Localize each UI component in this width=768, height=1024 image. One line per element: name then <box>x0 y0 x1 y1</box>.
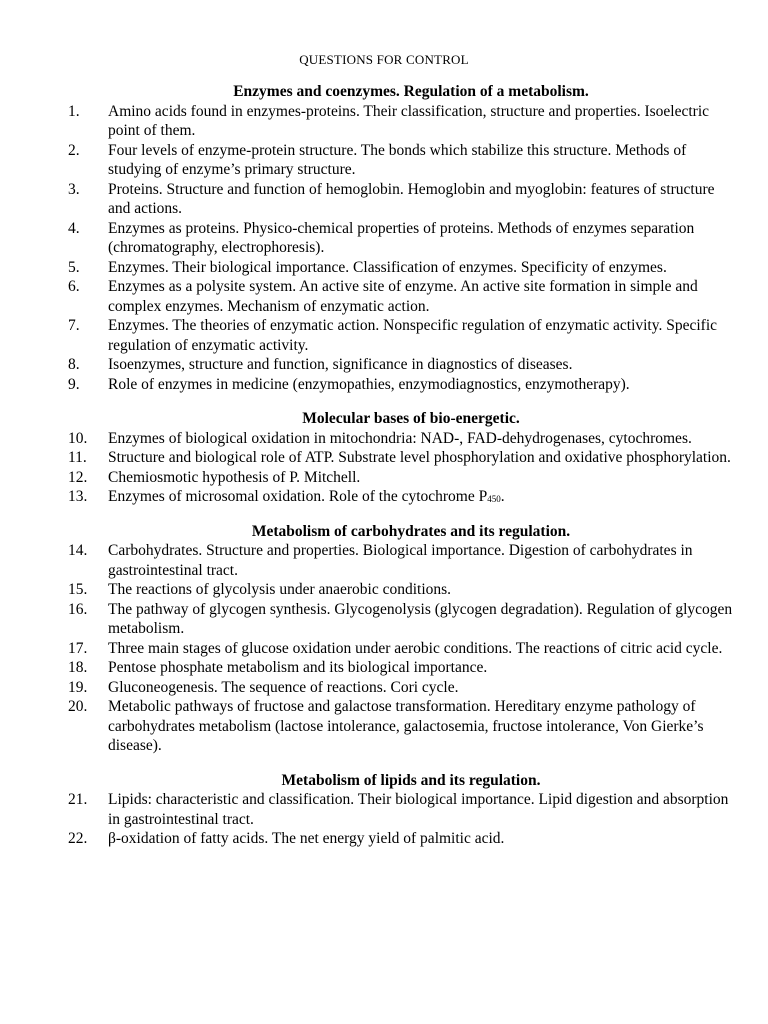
question-number: 12. <box>68 468 88 486</box>
question-number: 1. <box>68 102 80 120</box>
question-list-container <box>68 82 738 849</box>
question-number: 20. <box>68 698 88 715</box>
question-item <box>68 697 738 756</box>
question-item <box>68 429 738 449</box>
question-number: 10. <box>68 429 88 447</box>
question-text-main: Metabolic pathways of fructose and galactose transformation. Hereditary enzyme pathology of carbohydrates metabolism (lactose intolerance, galactosemia, fructose intolerance, Von Gierke’s disease). <box>108 698 704 754</box>
question-text <box>108 317 717 354</box>
question-text <box>108 698 704 754</box>
question-text <box>108 542 693 579</box>
question-text-main: Three main stages of glucose oxidation under aerobic conditions. The reactions of citric acid cycle. <box>108 639 723 657</box>
question-item <box>68 639 738 659</box>
question-text <box>108 581 451 598</box>
question-number: 13. <box>68 488 88 505</box>
question-item <box>68 219 738 258</box>
question-item <box>68 487 738 507</box>
question-text-main: Structure and biological role of ATP. Substrate level phosphorylation and oxidative phosphorylation. <box>108 449 731 466</box>
question-text-main: Enzymes of biological oxidation in mitochondria: NAD-, FAD-dehydrogenases, cytochromes. <box>108 429 692 447</box>
section-heading: Molecular bases of bio-energetic. <box>302 410 520 427</box>
question-text-main: Isoenzymes, structure and function, significance in diagnostics of diseases. <box>108 356 573 373</box>
section-heading: Metabolism of lipids and its regulation. <box>281 771 541 789</box>
question-number: 2. <box>68 141 80 159</box>
question-item <box>68 829 738 849</box>
question-item <box>68 541 738 580</box>
question-number: 14. <box>68 542 88 559</box>
page-title: QUESTIONS FOR CONTROL <box>299 52 469 67</box>
question-item <box>68 468 738 488</box>
question-text <box>108 142 686 179</box>
question-text-main: The reactions of glycolysis under anaerobic conditions. <box>108 581 452 598</box>
question-number: 6. <box>68 278 80 295</box>
question-item <box>68 790 738 829</box>
question-item <box>68 355 738 375</box>
question-number: 8. <box>68 356 80 373</box>
question-text-main: Gluconeogenesis. The sequence of reactions. Cori cycle. <box>108 678 459 696</box>
question-text-main: The pathway of glycogen synthesis. Glycogenolysis (glycogen degradation). Regulation of glycogen metabolism. <box>108 600 733 637</box>
question-number: 17. <box>68 639 88 657</box>
question-text-main: Enzymes. Their biological importance. Classification of enzymes. Specificity of enzymes. <box>108 258 667 276</box>
question-text <box>108 278 698 315</box>
question-text-main: Pentose phosphate metabolism and its biological importance. <box>108 659 488 676</box>
question-item <box>68 678 738 698</box>
question-section <box>68 82 738 394</box>
question-text <box>108 430 692 447</box>
question-text-main: Chemiosmotic hypothesis of P. Mitchell. <box>108 468 361 486</box>
question-number: 5. <box>68 258 80 276</box>
question-text <box>108 259 667 276</box>
question-number: 7. <box>68 317 80 334</box>
question-section <box>68 771 738 849</box>
section-heading: Metabolism of carbohydrates and its regulation. <box>251 522 571 540</box>
question-text-main: Enzymes of microsomal oxidation. Role of the cytochrome P <box>108 488 488 505</box>
question-text-main: Four levels of enzyme-protein structure. The bonds which stabilize this structure. Methods of studying of enzyme’s primary structure. <box>108 141 687 178</box>
question-item <box>68 375 738 395</box>
question-number: 4. <box>68 219 80 237</box>
question-text-suffix: . <box>500 488 505 505</box>
question-section <box>68 409 738 507</box>
question-list <box>68 790 738 849</box>
question-text-main: Carbohydrates. Structure and properties. Biological importance. Digestion of carbohydrates in gastrointestinal tract. <box>108 542 693 579</box>
question-text <box>108 659 487 676</box>
question-text <box>108 181 715 218</box>
question-text-main: Amino acids found in enzymes-proteins. Their classification, structure and properties. Isoelectric point of them. <box>108 102 710 139</box>
question-item <box>68 580 738 600</box>
question-text-main: Role of enzymes in medicine (enzymopathies, enzymodiagnostics, enzymotherapy). <box>108 375 630 393</box>
question-number: 9. <box>68 375 80 393</box>
question-text-main: Enzymes as proteins. Physico-chemical properties of proteins. Methods of enzymes separation (chromatography, electrophoresis). <box>108 219 695 256</box>
question-number: 16. <box>68 600 88 618</box>
question-text <box>108 601 732 638</box>
question-text-subscript: 450 <box>487 494 501 504</box>
question-number: 3. <box>68 180 80 198</box>
question-text <box>108 488 505 505</box>
question-text <box>108 791 728 828</box>
question-section <box>68 522 738 756</box>
question-number: 19. <box>68 678 88 696</box>
question-number: 11. <box>68 449 87 466</box>
question-text <box>108 356 572 373</box>
question-number: 21. <box>68 791 88 808</box>
question-number: 22. <box>68 830 88 847</box>
question-list <box>68 102 738 395</box>
question-text-main: Lipids: characteristic and classification. Their biological importance. Lipid digestion and absorption in gastrointestinal tract. <box>108 791 729 828</box>
question-text-main: Proteins. Structure and function of hemoglobin. Hemoglobin and myoglobin: features of structure and actions. <box>108 180 715 217</box>
question-number: 15. <box>68 581 88 598</box>
question-item <box>68 658 738 678</box>
question-text <box>108 640 722 657</box>
question-item <box>68 316 738 355</box>
question-list <box>68 429 738 507</box>
question-text <box>108 449 731 466</box>
question-text <box>108 376 630 393</box>
question-number: 18. <box>68 659 88 676</box>
question-text <box>108 469 360 486</box>
question-text <box>108 103 709 140</box>
question-text <box>108 830 504 847</box>
question-item <box>68 258 738 278</box>
question-item <box>68 277 738 316</box>
question-item <box>68 141 738 180</box>
question-item <box>68 448 738 468</box>
question-text-main: Enzymes. The theories of enzymatic action. Nonspecific regulation of enzymatic activity. Specific regulation of enzymatic activity. <box>108 317 718 354</box>
section-heading: Enzymes and coenzymes. Regulation of a metabolism. <box>233 83 589 100</box>
question-item <box>68 180 738 219</box>
question-text <box>108 679 459 696</box>
question-text-main: β-oxidation of fatty acids. The net energy yield of palmitic acid. <box>108 830 505 847</box>
question-text <box>108 220 694 257</box>
question-list <box>68 541 738 756</box>
question-text-main: Enzymes as a polysite system. An active site of enzyme. An active site formation in simple and complex enzymes. Mechanism of enzymatic action. <box>108 278 698 315</box>
question-item <box>68 102 738 141</box>
question-item <box>68 600 738 639</box>
